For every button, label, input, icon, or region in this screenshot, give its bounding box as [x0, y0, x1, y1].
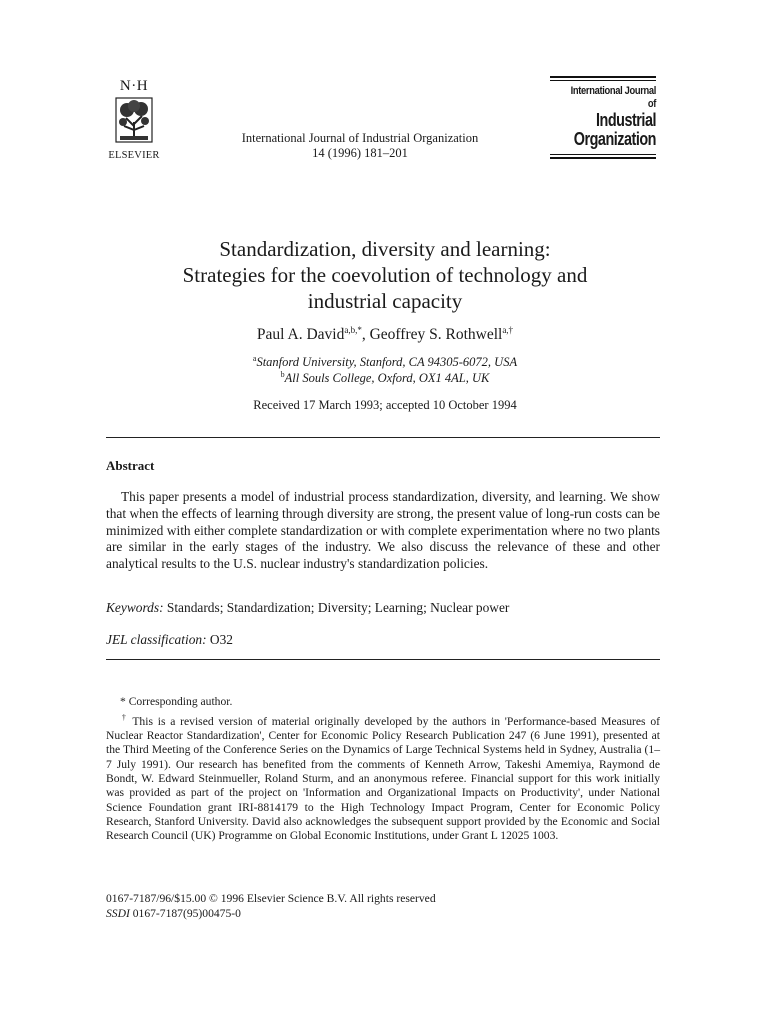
footnote-revised	[106, 711, 660, 844]
author-name: Paul A. David	[256, 326, 345, 344]
author-separator: ,	[361, 326, 370, 344]
author-marker: a,†	[502, 325, 514, 335]
footnote-corresponding	[106, 695, 660, 709]
jel-label: JEL classification:	[106, 632, 207, 647]
ssdi-value: 0167-7187(95)00475-0	[129, 906, 241, 920]
ssdi-label: SSDI	[106, 906, 130, 920]
brand-rule-top	[550, 76, 656, 78]
journal-brand	[550, 76, 656, 161]
author-list	[80, 325, 690, 344]
divider-bottom	[106, 659, 660, 660]
author-name: Geoffrey S. Rothwell	[369, 326, 503, 344]
affiliation-text: All Souls College, Oxford, OX1 4AL, UK	[284, 371, 490, 386]
footnote-marker: †	[120, 713, 128, 722]
journal-name: International Journal of Industrial Organization	[241, 131, 479, 145]
title-line-2: Strategies for the coevolution of technology and	[182, 263, 588, 287]
footnote-text: This is a revised version of material originally developed by the authors in 'Performance-based Measures of Nuclear Reactor Standardization', Center for Economic Policy Research Publication 247 (6 June 1991), presented at the Third Meeting of the Conference Series on the Dynamics of Large Technical Systems held in Sydney, Australia (1–7 July 1991). Our research has benefited from the comments of Kenneth Arrow, Takeshi Amemiya, Raymond de Bondt, W. Edward Steinmueller, Roland Sturm, and an anonymous referee. Financial support for this work initially was provided as part of the project on 'Information and Organizational Impacts on Productivity', under National Science Foundation grant IRI-8814179 to the High Technology Impact Program, Center for Economic Policy Research, Stanford University. David also acknowledges the subsequent support provided by the Economic and Social Research Council (UK) Programme on Global Economic Institutions, under Grant L 12025 1003.	[106, 714, 661, 843]
journal-citation: 14 (1996) 181–201	[312, 146, 408, 160]
received-dates: Received 17 March 1993; accepted 10 October 1994	[253, 398, 517, 412]
affiliation-b	[80, 367, 690, 386]
brand-line3: Organization	[573, 129, 656, 149]
brand-line2: Industrial	[595, 110, 656, 130]
brand-rule-top-thin	[550, 80, 656, 81]
copyright-block	[106, 892, 436, 921]
affiliation-text: Stanford University, Stanford, CA 94305-6072, USA	[256, 355, 518, 370]
elsevier-tree-icon	[112, 96, 156, 146]
title-line-3: industrial capacity	[307, 289, 463, 313]
keywords-value: Standards; Standardization; Diversity; Learning; Nuclear power	[166, 600, 510, 615]
brand-rule-bottom-thin	[550, 154, 656, 155]
author-marker: a,b,*	[344, 325, 362, 335]
title-line-1: Standardization, diversity and learning:	[219, 237, 551, 261]
keywords-label: Keywords:	[106, 600, 164, 615]
brand-line1: International Journal of	[570, 85, 656, 110]
affiliation-marker: b	[280, 370, 285, 379]
jel-classification	[106, 632, 233, 648]
abstract-body: This paper presents a model of industrial process standardization, diversity, and learning. We show that when the effects of learning through diversity are strong, the present value of long-run costs can be minimized with either complete standardization or with complete experimentation where no two plants are similar in the early stages of the industry. We also discuss the relevance of these and other analytical results to the U.S. nuclear industry's standardization policies.	[106, 489, 660, 572]
affiliation-marker: a	[252, 354, 257, 363]
footnote-marker: *	[120, 695, 126, 708]
jel-value: O32	[209, 632, 233, 647]
publisher-logo	[103, 78, 165, 161]
publisher-mark: N·H	[119, 78, 149, 94]
abstract-heading: Abstract	[106, 458, 155, 473]
article-title	[80, 236, 690, 314]
divider-top	[106, 437, 660, 438]
ssdi-line	[106, 907, 436, 922]
copyright-line: 0167-7187/96/$15.00 © 1996 Elsevier Science B.V. All rights reserved	[106, 892, 436, 905]
footnote-text: Corresponding author.	[128, 695, 233, 708]
keywords	[106, 600, 509, 616]
publisher-name: ELSEVIER	[108, 150, 160, 161]
brand-rule-bottom	[550, 157, 656, 159]
